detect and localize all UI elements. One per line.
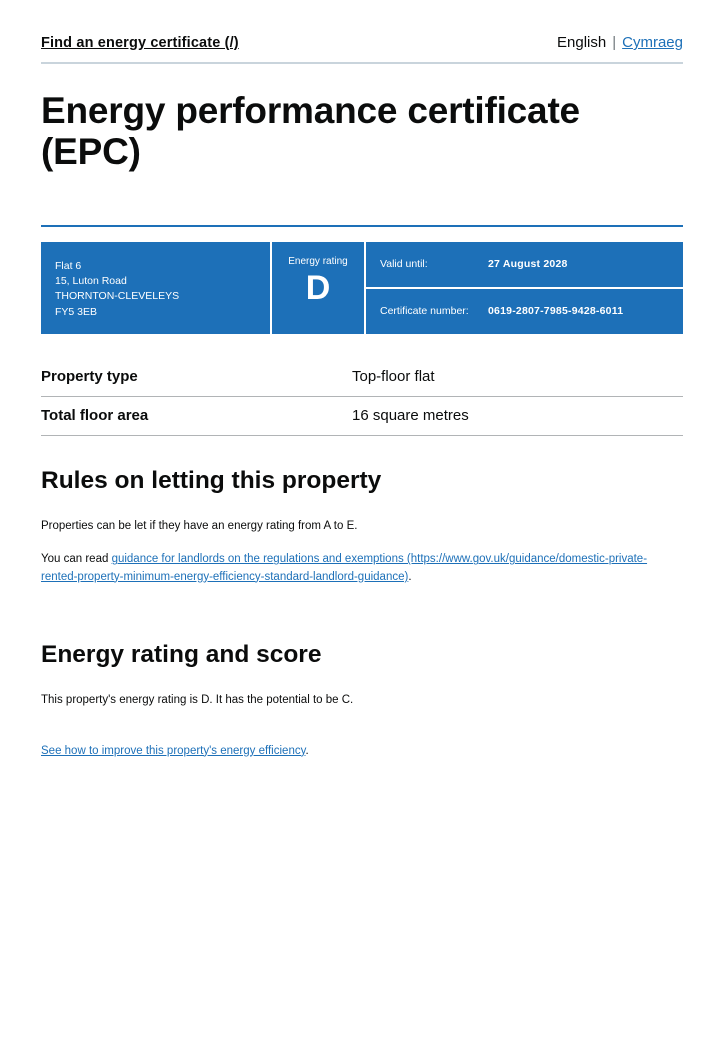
language-separator: | [612,34,617,51]
property-facts [41,358,683,436]
energy-rating-label: Energy rating [288,255,348,267]
title-divider [41,225,683,227]
page-title: Energy performance certificate (EPC) [41,90,580,173]
energy-rating-heading: Energy rating and score [41,640,322,668]
improve-efficiency-link[interactable]: See how to improve this property's energy efficiency [41,744,306,757]
language-welsh-link[interactable]: Cymraeg [622,34,683,51]
improve-suffix-text: . [305,744,309,757]
language-switcher [557,34,683,51]
certificate-details [366,242,683,334]
service-name-link[interactable]: Find an energy certificate (/) [41,35,239,51]
letting-rules-paragraph: Properties can be let if they have an energy rating from A to E. [41,520,358,533]
energy-rating-paragraph: This property's energy rating is D. It has the potential to be C. [41,694,354,707]
language-current: English [557,34,607,51]
valid-until-label: Valid until: [380,258,428,271]
epc-page [0,34,724,1058]
valid-until-row [366,242,683,289]
guidance-prefix-text: You can read [41,553,112,566]
property-type-value: Top-floor flat [352,367,435,385]
letting-guidance-paragraph [41,551,683,586]
certificate-summary-banner [41,242,683,334]
energy-rating-letter: D [305,268,331,307]
valid-until-value: 27 August 2028 [488,258,568,271]
letting-rules-heading: Rules on letting this property [41,466,382,494]
table-row [41,358,683,397]
energy-rating-box [272,242,366,334]
improve-efficiency-paragraph [41,743,683,761]
table-row [41,397,683,436]
total-floor-area-value: 16 square metres [352,406,469,424]
guidance-suffix-text: . [408,570,412,583]
property-type-label: Property type [41,367,138,385]
certificate-number-value: 0619-2807-7985-9428-6011 [488,305,624,318]
property-address-text: Flat 6 15, Luton Road THORNTON-CLEVELEYS FY5 3EB [55,259,180,318]
main-content [41,64,683,760]
certificate-number-label: Certificate number: [380,305,469,318]
landlord-guidance-link[interactable]: guidance for landlords on the regulations and exemptions (https://www.gov.uk/guidance/domestic-private-rented-property-minimum-energy-efficiency-standard-landlord-guidance) [41,553,648,583]
site-header [41,34,683,64]
total-floor-area-label: Total floor area [41,406,149,424]
property-address [41,242,272,334]
certificate-number-row [366,289,683,334]
